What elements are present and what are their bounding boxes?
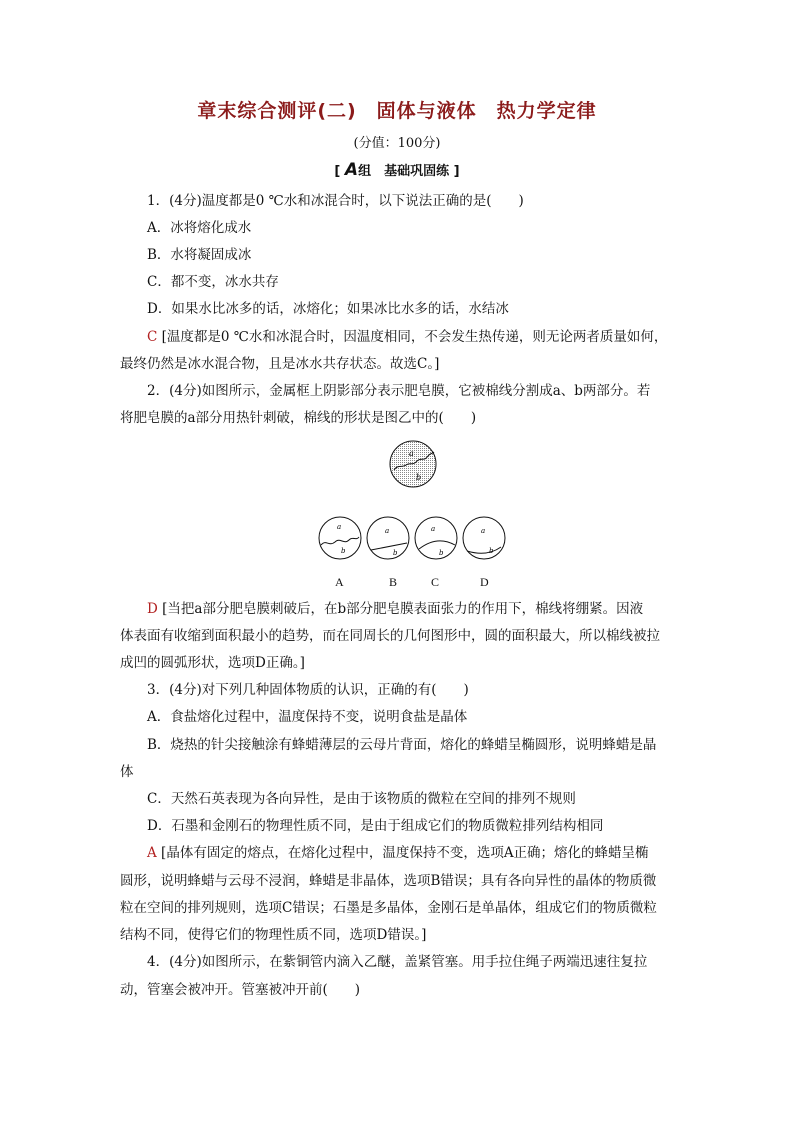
q4-stem-2: 动，管塞会被冲开。管塞被冲开前( ) <box>120 982 361 998</box>
q3-explanation-1: [晶体有固定的熔点，在熔化过程中，温度保持不变，选项A正确；熔化的蜂蜡呈椭 <box>161 845 649 861</box>
q4-stem-1: 4．(4分)如图所示，在紫铜管内滴入乙醚，盖紧管塞。用手拉住绳子两端迅速往复拉 <box>147 954 648 970</box>
group-letter: A <box>344 160 359 180</box>
q3-option-c: C．天然石英表现为各向异性，是由于该物质的微粒在空间的排列不规则 <box>147 791 576 807</box>
q3-option-b: B．烧热的针尖接触涂有蜂蜡薄层的云母片背面，熔化的蜂蜡呈椭圆形，说明蜂蜡是晶 <box>147 737 657 753</box>
opt-c-label-a: a <box>431 525 436 533</box>
q1-option-c: C．都不变，冰水共存 <box>147 274 279 290</box>
q1-stem: 1．(4分)温度都是0 ℃水和冰混合时，以下说法正确的是( ) <box>147 193 524 209</box>
q1-option-a: A．冰将熔化成水 <box>147 220 252 236</box>
choice-label-c: C <box>431 575 440 589</box>
group-heading <box>0 160 794 180</box>
group-bracket-close: ] <box>453 164 460 179</box>
q3-stem: 3．(4分)对下列几种固体物质的认识，正确的有( ) <box>147 682 469 698</box>
opt-b-label-b: b <box>393 549 398 557</box>
q2-answer-letter: D <box>147 601 158 617</box>
q3-option-a: A．食盐熔化过程中，温度保持不变，说明食盐是晶体 <box>147 709 468 725</box>
opt-d-label-b: b <box>489 547 494 555</box>
opt-c-label-b: b <box>439 549 444 557</box>
group-bracket-open: [ <box>334 164 341 179</box>
choice-label-d: D <box>480 575 489 589</box>
q3-option-b-cont: 体 <box>120 764 134 780</box>
q3-option-d: D．石墨和金刚石的物理性质不同，是由于组成它们的物质微粒排列结构相同 <box>147 818 604 834</box>
q1-explanation-1: [温度都是0 ℃水和冰混合时，因温度相同，不会发生热传递，则无论两者质量如何， <box>161 329 668 345</box>
q1-answer-letter: C <box>147 329 158 345</box>
soap-film-option-a <box>317 515 363 561</box>
choice-label-a: A <box>335 575 344 589</box>
q2-explanation-3: 成凹的圆弧形状，选项D正确。] <box>120 655 305 671</box>
opt-a-label-b: b <box>341 547 346 555</box>
q1-explanation-2: 最终仍然是冰水混合物，且是冰水共存状态。故选C。] <box>120 356 440 372</box>
page-title: 章末综合测评(二) 固体与液体 热力学定律 <box>197 100 597 122</box>
opt-b-label-a: a <box>385 527 390 535</box>
opt-a-label-a: a <box>337 523 342 531</box>
q1-option-b: B．水将凝固成冰 <box>147 247 252 263</box>
label-b: b <box>416 473 422 482</box>
q3-explanation-4: 结构不同，使得它们的物理性质不同，选项D错误。] <box>120 927 427 943</box>
q3-answer-line <box>147 844 649 862</box>
q2-explanation-1: [当把a部分肥皂膜刺破后，在b部分肥皂膜表面张力的作用下，棉线将绷紧。因液 <box>162 601 644 617</box>
q1-answer-line <box>147 328 667 346</box>
soap-film-option-b <box>365 515 411 561</box>
q1-option-d: D．如果水比冰多的话，冰熔化；如果冰比水多的话，水结冰 <box>147 301 509 317</box>
q2-stem-2: 将肥皂膜的a部分用热针刺破，棉线的形状是图乙中的( ) <box>120 410 477 426</box>
soap-film-option-d <box>461 515 507 561</box>
q2-explanation-2: 体表面有收缩到面积最小的趋势，而在同周长的几何图形中，圆的面积最大，所以棉线被拉 <box>120 628 660 644</box>
q3-answer-letter: A <box>147 845 157 861</box>
label-a: a <box>409 449 414 458</box>
group-text: 组 基础巩固练 <box>358 164 450 179</box>
choice-label-b: B <box>389 575 398 589</box>
score-note: (分值：100分) <box>353 136 441 151</box>
q3-explanation-2: 圆形，说明蜂蜡与云母不浸润，蜂蜡是非晶体，选项B错误；具有各向异性的晶体的物质微 <box>120 873 657 889</box>
q3-explanation-3: 粒在空间的排列规则，选项C错误；石墨是多晶体，金刚石是单晶体，组成它们的物质微粒 <box>120 900 657 916</box>
q2-answer-line <box>147 600 643 618</box>
q2-stem-1: 2．(4分)如图所示，金属框上阴影部分表示肥皂膜，它被棉线分割成a、b两部分。若 <box>147 383 651 399</box>
opt-d-label-a: a <box>481 527 486 535</box>
soap-film-figure-top <box>386 438 440 490</box>
soap-film-option-c <box>413 515 459 561</box>
